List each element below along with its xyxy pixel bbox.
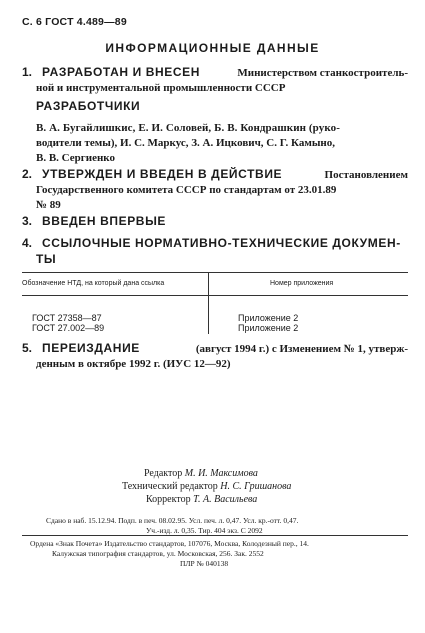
section-1	[22, 63, 408, 96]
section-5-number: 5.	[22, 341, 33, 355]
reference-table	[22, 272, 408, 335]
proofreader-name: Т. А. Васильева	[193, 494, 258, 505]
print-info-line2: Уч.-изд. л. 0,35. Тир. 404 экз. С 2092	[146, 526, 263, 535]
section-3-heading: ВВЕДЕН ВПЕРВЫЕ	[42, 214, 167, 228]
publisher-line3: ПЛР № 040138	[180, 559, 229, 568]
developers-line2: водители темы), И. С. Маркус, З. А. Ицкович, С. Г. Камыно,	[36, 137, 335, 149]
section-4-heading-line2: ТЫ	[36, 252, 57, 266]
section-1-number: 1.	[22, 65, 33, 79]
credits-tech-editor	[122, 480, 291, 493]
publisher-line1: Ордена «Знак Почета» Издательство стандартов, 107076, Москва, Колодезный пер., 14.	[30, 539, 309, 548]
developers-list	[36, 121, 408, 166]
developers-heading: РАЗРАБОТЧИКИ	[36, 99, 141, 113]
section-3-number: 3.	[22, 214, 33, 228]
table-row-1-designation: ГОСТ 27358—87	[32, 313, 102, 323]
table-row-2-designation: ГОСТ 27.002—89	[32, 323, 105, 333]
developers-line3: В. В. Сергиенко	[36, 152, 115, 164]
section-5-text-line1: (август 1994 г.) с Изменением № 1, утверж-	[195, 343, 408, 355]
section-3	[22, 212, 166, 230]
proofreader-label: Корректор	[146, 494, 191, 505]
table-row-1-appendix: Приложение 2	[238, 313, 299, 323]
section-4	[22, 234, 408, 266]
credits-editor	[144, 467, 258, 480]
section-5-text-line2: денным в октябре 1992 г. (ИУС 12—92)	[36, 358, 231, 370]
section-2-text-line2: Государственного комитета СССР по стандартам от 23.01.89	[36, 184, 337, 196]
section-5	[22, 339, 408, 372]
credits-proofreader	[146, 493, 257, 506]
section-1-heading: РАЗРАБОТАН И ВНЕСЕН	[42, 65, 200, 79]
tech-editor-label: Технический редактор	[122, 481, 218, 492]
section-2-text-line1: Постановлением	[324, 169, 408, 181]
developers-line1: В. А. Бугайлишкис, Е. И. Соловей, Б. В. Кондрашкин (руко-	[36, 122, 341, 134]
section-4-heading-line1: ССЫЛОЧНЫЕ НОРМАТИВНО-ТЕХНИЧЕСКИЕ ДОКУМЕН-	[42, 236, 401, 250]
table-column-divider	[208, 272, 209, 334]
section-2	[22, 165, 408, 213]
section-5-heading: ПЕРЕИЗДАНИЕ	[42, 341, 140, 355]
editor-label: Редактор	[144, 468, 183, 479]
table-header-designation: Обозначение НТД, на который дана ссылка	[22, 280, 165, 287]
tech-editor-name: Н. С. Гришанова	[220, 481, 292, 492]
editor-name: М. И. Максимова	[184, 468, 258, 479]
section-2-number: 2.	[22, 167, 33, 181]
section-4-number: 4.	[22, 236, 33, 250]
publisher-rule	[22, 535, 408, 536]
section-2-text-line3: № 89	[36, 199, 61, 211]
page-header: С. 6 ГОСТ 4.489—89	[22, 16, 127, 28]
section-1-text-line1: Министерством станкостроитель-	[237, 67, 408, 79]
section-2-heading: УТВЕРЖДЕН И ВВЕДЕН В ДЕЙСТВИЕ	[42, 167, 283, 181]
print-info-line1: Сдано в наб. 15.12.94. Подп. в печ. 08.02.95. Усл. печ. л. 0,47. Усл. кр.-отт. 0,47.	[46, 516, 299, 525]
publisher-line2: Калужская типография стандартов, ул. Московская, 256. Зак. 2552	[52, 549, 264, 558]
document-title: ИНФОРМАЦИОННЫЕ ДАННЫЕ	[105, 41, 320, 55]
table-header-appendix: Номер приложения	[270, 280, 334, 287]
section-1-text-line2: ной и инструментальной промышленности СССР	[36, 82, 286, 94]
table-header-rule	[22, 295, 408, 296]
table-row-2-appendix: Приложение 2	[238, 323, 299, 333]
table-top-rule	[22, 272, 408, 273]
